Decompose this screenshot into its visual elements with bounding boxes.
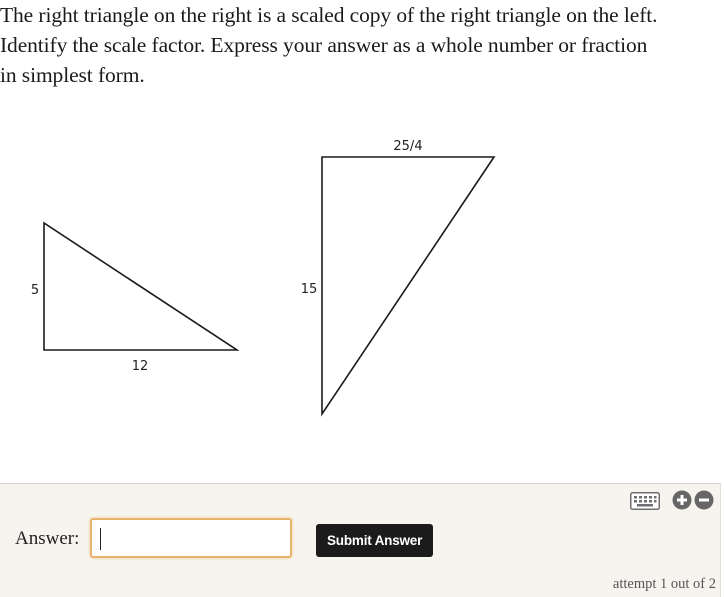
right-triangle-height-label: 15	[300, 282, 318, 297]
answer-input[interactable]	[90, 518, 292, 558]
left-triangle-base-label: 12	[131, 359, 149, 374]
question-text	[0, 0, 720, 90]
left-triangle-height-label: 5	[30, 283, 40, 298]
answer-panel	[0, 483, 721, 597]
triangles-figure	[0, 100, 724, 430]
submit-answer-button[interactable]: Submit Answer	[316, 524, 433, 557]
triangles-diagram	[0, 100, 724, 430]
minus-circle-icon[interactable]	[694, 490, 714, 510]
keyboard-icon[interactable]	[630, 492, 660, 510]
answer-label: Answer:	[15, 528, 80, 549]
question-line-3: in simplest form.	[0, 63, 145, 87]
question-line-1: The right triangle on the right is a scaled copy of the right triangle on the left.	[0, 3, 658, 27]
left-triangle	[44, 223, 237, 350]
question-line-2: Identify the scale factor. Express your answer as a whole number or fraction	[0, 33, 648, 57]
right-triangle	[322, 157, 494, 414]
attempt-counter: attempt 1 out of 2	[612, 576, 716, 592]
right-triangle-top-label: 25/4	[393, 139, 423, 154]
text-caret	[100, 528, 101, 550]
plus-circle-icon[interactable]	[672, 490, 692, 510]
